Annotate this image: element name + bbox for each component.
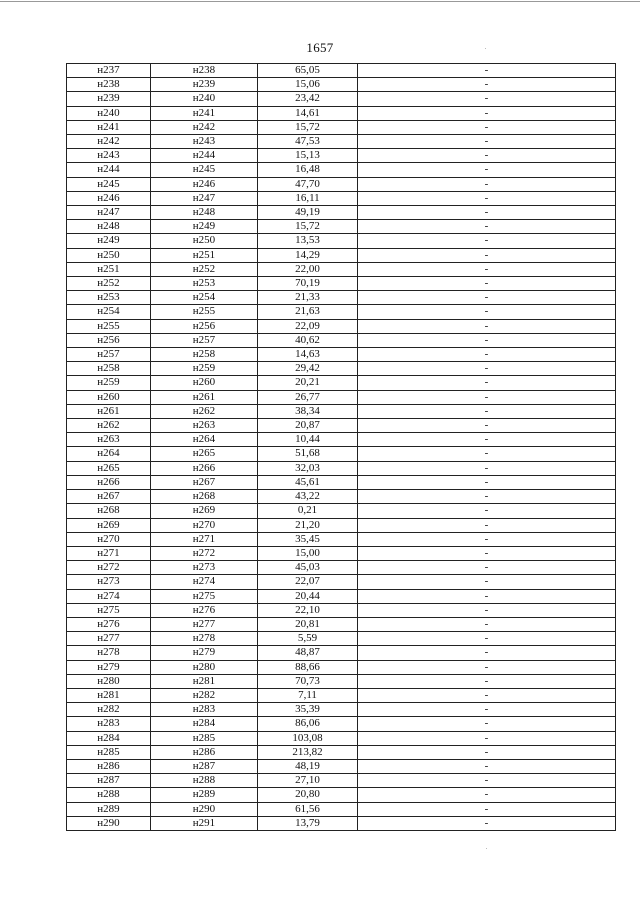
to-point-cell: н267 <box>151 475 258 489</box>
scan-speck <box>486 848 487 849</box>
note-cell: - <box>358 348 616 362</box>
table-row <box>67 135 616 149</box>
length-cell: 21,20 <box>258 518 358 532</box>
from-point-cell: н272 <box>67 561 151 575</box>
table-row <box>67 447 616 461</box>
from-point-cell: н247 <box>67 206 151 220</box>
length-cell: 103,08 <box>258 731 358 745</box>
table-row <box>67 348 616 362</box>
table-row <box>67 745 616 759</box>
note-cell: - <box>358 262 616 276</box>
table-row <box>67 433 616 447</box>
note-cell: - <box>358 419 616 433</box>
to-point-cell: н280 <box>151 660 258 674</box>
table-row <box>67 291 616 305</box>
from-point-cell: н246 <box>67 191 151 205</box>
to-point-cell: н287 <box>151 759 258 773</box>
page-number: 1657 <box>306 40 334 55</box>
to-point-cell: н269 <box>151 504 258 518</box>
note-cell: - <box>358 206 616 220</box>
from-point-cell: н275 <box>67 603 151 617</box>
from-point-cell: н241 <box>67 120 151 134</box>
table-row <box>67 504 616 518</box>
to-point-cell: н264 <box>151 433 258 447</box>
to-point-cell: н270 <box>151 518 258 532</box>
length-cell: 13,79 <box>258 816 358 830</box>
to-point-cell: н286 <box>151 745 258 759</box>
table-row <box>67 603 616 617</box>
from-point-cell: н283 <box>67 717 151 731</box>
table-row <box>67 92 616 106</box>
note-cell: - <box>358 461 616 475</box>
to-point-cell: н285 <box>151 731 258 745</box>
length-cell: 48,87 <box>258 646 358 660</box>
length-cell: 20,80 <box>258 788 358 802</box>
table-row <box>67 816 616 830</box>
table-row <box>67 632 616 646</box>
length-cell: 65,05 <box>258 64 358 78</box>
note-cell: - <box>358 220 616 234</box>
length-cell: 61,56 <box>258 802 358 816</box>
to-point-cell: н254 <box>151 291 258 305</box>
note-cell: - <box>358 376 616 390</box>
table-row <box>67 419 616 433</box>
to-point-cell: н255 <box>151 305 258 319</box>
to-point-cell: н240 <box>151 92 258 106</box>
length-cell: 86,06 <box>258 717 358 731</box>
to-point-cell: н247 <box>151 191 258 205</box>
length-cell: 14,61 <box>258 106 358 120</box>
to-point-cell: н263 <box>151 419 258 433</box>
length-cell: 40,62 <box>258 333 358 347</box>
table-row <box>67 248 616 262</box>
length-cell: 29,42 <box>258 362 358 376</box>
table-row <box>67 390 616 404</box>
length-cell: 32,03 <box>258 461 358 475</box>
to-point-cell: н238 <box>151 64 258 78</box>
to-point-cell: н250 <box>151 234 258 248</box>
table-row <box>67 106 616 120</box>
note-cell: - <box>358 674 616 688</box>
length-cell: 20,44 <box>258 589 358 603</box>
to-point-cell: н239 <box>151 78 258 92</box>
to-point-cell: н249 <box>151 220 258 234</box>
to-point-cell: н290 <box>151 802 258 816</box>
from-point-cell: н282 <box>67 703 151 717</box>
table-row <box>67 277 616 291</box>
table-row <box>67 234 616 248</box>
to-point-cell: н268 <box>151 490 258 504</box>
from-point-cell: н254 <box>67 305 151 319</box>
length-cell: 22,00 <box>258 262 358 276</box>
from-point-cell: н260 <box>67 390 151 404</box>
to-point-cell: н242 <box>151 120 258 134</box>
from-point-cell: н263 <box>67 433 151 447</box>
table-row <box>67 319 616 333</box>
table-body <box>67 64 616 831</box>
table-row <box>67 532 616 546</box>
note-cell: - <box>358 64 616 78</box>
note-cell: - <box>358 120 616 134</box>
to-point-cell: н291 <box>151 816 258 830</box>
length-cell: 213,82 <box>258 745 358 759</box>
length-cell: 47,53 <box>258 135 358 149</box>
length-cell: 70,73 <box>258 674 358 688</box>
note-cell: - <box>358 802 616 816</box>
length-cell: 15,72 <box>258 220 358 234</box>
length-cell: 22,09 <box>258 319 358 333</box>
from-point-cell: н266 <box>67 475 151 489</box>
from-point-cell: н280 <box>67 674 151 688</box>
note-cell: - <box>358 788 616 802</box>
table-row <box>67 660 616 674</box>
from-point-cell: н274 <box>67 589 151 603</box>
boundary-points-table <box>66 63 616 831</box>
from-point-cell: н269 <box>67 518 151 532</box>
from-point-cell: н238 <box>67 78 151 92</box>
note-cell: - <box>358 475 616 489</box>
note-cell: - <box>358 390 616 404</box>
table-row <box>67 617 616 631</box>
note-cell: - <box>358 632 616 646</box>
table-row <box>67 518 616 532</box>
from-point-cell: н278 <box>67 646 151 660</box>
table-row <box>67 177 616 191</box>
note-cell: - <box>358 362 616 376</box>
from-point-cell: н288 <box>67 788 151 802</box>
to-point-cell: н261 <box>151 390 258 404</box>
to-point-cell: н279 <box>151 646 258 660</box>
table-row <box>67 206 616 220</box>
table-row <box>67 802 616 816</box>
table-row <box>67 120 616 134</box>
note-cell: - <box>358 504 616 518</box>
to-point-cell: н281 <box>151 674 258 688</box>
from-point-cell: н276 <box>67 617 151 631</box>
table-row <box>67 64 616 78</box>
from-point-cell: н257 <box>67 348 151 362</box>
from-point-cell: н277 <box>67 632 151 646</box>
length-cell: 15,13 <box>258 149 358 163</box>
note-cell: - <box>358 759 616 773</box>
length-cell: 5,59 <box>258 632 358 646</box>
note-cell: - <box>358 92 616 106</box>
from-point-cell: н248 <box>67 220 151 234</box>
table-row <box>67 305 616 319</box>
from-point-cell: н285 <box>67 745 151 759</box>
length-cell: 70,19 <box>258 277 358 291</box>
length-cell: 21,63 <box>258 305 358 319</box>
from-point-cell: н239 <box>67 92 151 106</box>
table-row <box>67 149 616 163</box>
from-point-cell: н256 <box>67 333 151 347</box>
from-point-cell: н251 <box>67 262 151 276</box>
from-point-cell: н259 <box>67 376 151 390</box>
length-cell: 15,06 <box>258 78 358 92</box>
to-point-cell: н244 <box>151 149 258 163</box>
from-point-cell: н279 <box>67 660 151 674</box>
note-cell: - <box>358 177 616 191</box>
to-point-cell: н256 <box>151 319 258 333</box>
note-cell: - <box>358 277 616 291</box>
from-point-cell: н281 <box>67 688 151 702</box>
note-cell: - <box>358 404 616 418</box>
from-point-cell: н265 <box>67 461 151 475</box>
length-cell: 43,22 <box>258 490 358 504</box>
length-cell: 20,87 <box>258 419 358 433</box>
table-row <box>67 376 616 390</box>
note-cell: - <box>358 234 616 248</box>
from-point-cell: н290 <box>67 816 151 830</box>
length-cell: 45,03 <box>258 561 358 575</box>
note-cell: - <box>358 745 616 759</box>
from-point-cell: н270 <box>67 532 151 546</box>
note-cell: - <box>358 248 616 262</box>
from-point-cell: н240 <box>67 106 151 120</box>
table-row <box>67 78 616 92</box>
note-cell: - <box>358 774 616 788</box>
to-point-cell: н258 <box>151 348 258 362</box>
to-point-cell: н277 <box>151 617 258 631</box>
length-cell: 51,68 <box>258 447 358 461</box>
length-cell: 16,48 <box>258 163 358 177</box>
table-row <box>67 589 616 603</box>
table-row <box>67 490 616 504</box>
to-point-cell: н288 <box>151 774 258 788</box>
from-point-cell: н237 <box>67 64 151 78</box>
from-point-cell: н286 <box>67 759 151 773</box>
length-cell: 13,53 <box>258 234 358 248</box>
note-cell: - <box>358 163 616 177</box>
from-point-cell: н284 <box>67 731 151 745</box>
length-cell: 0,21 <box>258 504 358 518</box>
length-cell: 48,19 <box>258 759 358 773</box>
length-cell: 47,70 <box>258 177 358 191</box>
from-point-cell: н242 <box>67 135 151 149</box>
from-point-cell: н289 <box>67 802 151 816</box>
table-row <box>67 703 616 717</box>
table-row <box>67 731 616 745</box>
note-cell: - <box>358 603 616 617</box>
note-cell: - <box>358 717 616 731</box>
length-cell: 16,11 <box>258 191 358 205</box>
table-row <box>67 333 616 347</box>
note-cell: - <box>358 518 616 532</box>
length-cell: 26,77 <box>258 390 358 404</box>
to-point-cell: н278 <box>151 632 258 646</box>
from-point-cell: н273 <box>67 575 151 589</box>
note-cell: - <box>358 191 616 205</box>
length-cell: 10,44 <box>258 433 358 447</box>
from-point-cell: н244 <box>67 163 151 177</box>
from-point-cell: н252 <box>67 277 151 291</box>
note-cell: - <box>358 135 616 149</box>
note-cell: - <box>358 319 616 333</box>
note-cell: - <box>358 816 616 830</box>
note-cell: - <box>358 561 616 575</box>
note-cell: - <box>358 149 616 163</box>
to-point-cell: н284 <box>151 717 258 731</box>
length-cell: 22,10 <box>258 603 358 617</box>
note-cell: - <box>358 546 616 560</box>
note-cell: - <box>358 617 616 631</box>
note-cell: - <box>358 305 616 319</box>
from-point-cell: н262 <box>67 419 151 433</box>
to-point-cell: н248 <box>151 206 258 220</box>
table-row <box>67 717 616 731</box>
length-cell: 7,11 <box>258 688 358 702</box>
to-point-cell: н275 <box>151 589 258 603</box>
length-cell: 21,33 <box>258 291 358 305</box>
to-point-cell: н266 <box>151 461 258 475</box>
to-point-cell: н257 <box>151 333 258 347</box>
note-cell: - <box>358 106 616 120</box>
note-cell: - <box>358 589 616 603</box>
from-point-cell: н253 <box>67 291 151 305</box>
to-point-cell: н251 <box>151 248 258 262</box>
from-point-cell: н255 <box>67 319 151 333</box>
to-point-cell: н246 <box>151 177 258 191</box>
length-cell: 38,34 <box>258 404 358 418</box>
length-cell: 20,21 <box>258 376 358 390</box>
table-row <box>67 688 616 702</box>
from-point-cell: н264 <box>67 447 151 461</box>
length-cell: 14,29 <box>258 248 358 262</box>
table-row <box>67 674 616 688</box>
note-cell: - <box>358 731 616 745</box>
note-cell: - <box>358 78 616 92</box>
from-point-cell: н268 <box>67 504 151 518</box>
to-point-cell: н252 <box>151 262 258 276</box>
note-cell: - <box>358 490 616 504</box>
table-row <box>67 362 616 376</box>
table-row <box>67 404 616 418</box>
from-point-cell: н287 <box>67 774 151 788</box>
table-row <box>67 774 616 788</box>
from-point-cell: н249 <box>67 234 151 248</box>
note-cell: - <box>358 575 616 589</box>
length-cell: 22,07 <box>258 575 358 589</box>
table-row <box>67 220 616 234</box>
table-row <box>67 163 616 177</box>
to-point-cell: н283 <box>151 703 258 717</box>
to-point-cell: н276 <box>151 603 258 617</box>
table-row <box>67 575 616 589</box>
from-point-cell: н271 <box>67 546 151 560</box>
to-point-cell: н241 <box>151 106 258 120</box>
from-point-cell: н261 <box>67 404 151 418</box>
table-row <box>67 759 616 773</box>
length-cell: 27,10 <box>258 774 358 788</box>
from-point-cell: н258 <box>67 362 151 376</box>
scan-speck <box>485 48 486 49</box>
length-cell: 88,66 <box>258 660 358 674</box>
length-cell: 45,61 <box>258 475 358 489</box>
to-point-cell: н272 <box>151 546 258 560</box>
note-cell: - <box>358 333 616 347</box>
length-cell: 23,42 <box>258 92 358 106</box>
note-cell: - <box>358 660 616 674</box>
note-cell: - <box>358 433 616 447</box>
length-cell: 35,45 <box>258 532 358 546</box>
length-cell: 15,72 <box>258 120 358 134</box>
table-row <box>67 546 616 560</box>
to-point-cell: н271 <box>151 532 258 546</box>
to-point-cell: н262 <box>151 404 258 418</box>
to-point-cell: н245 <box>151 163 258 177</box>
length-cell: 20,81 <box>258 617 358 631</box>
from-point-cell: н267 <box>67 490 151 504</box>
table-row <box>67 191 616 205</box>
to-point-cell: н273 <box>151 561 258 575</box>
note-cell: - <box>358 688 616 702</box>
to-point-cell: н265 <box>151 447 258 461</box>
to-point-cell: н282 <box>151 688 258 702</box>
to-point-cell: н253 <box>151 277 258 291</box>
from-point-cell: н243 <box>67 149 151 163</box>
table-row <box>67 561 616 575</box>
note-cell: - <box>358 532 616 546</box>
note-cell: - <box>358 703 616 717</box>
from-point-cell: н245 <box>67 177 151 191</box>
note-cell: - <box>358 291 616 305</box>
to-point-cell: н274 <box>151 575 258 589</box>
note-cell: - <box>358 646 616 660</box>
table-row <box>67 262 616 276</box>
table-row <box>67 461 616 475</box>
table-row <box>67 475 616 489</box>
to-point-cell: н243 <box>151 135 258 149</box>
top-scan-rule <box>0 1 640 2</box>
table-row <box>67 646 616 660</box>
note-cell: - <box>358 447 616 461</box>
table-row <box>67 788 616 802</box>
length-cell: 35,39 <box>258 703 358 717</box>
to-point-cell: н260 <box>151 376 258 390</box>
to-point-cell: н289 <box>151 788 258 802</box>
length-cell: 15,00 <box>258 546 358 560</box>
from-point-cell: н250 <box>67 248 151 262</box>
length-cell: 49,19 <box>258 206 358 220</box>
length-cell: 14,63 <box>258 348 358 362</box>
to-point-cell: н259 <box>151 362 258 376</box>
